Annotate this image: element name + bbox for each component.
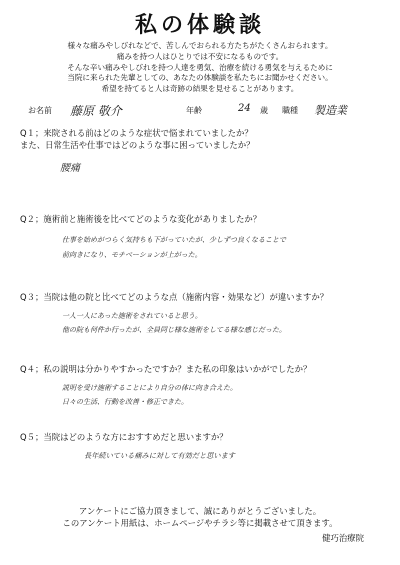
age-label: 年齢 [186,106,202,115]
respondent-info-row [28,105,378,119]
question-2 [20,214,370,226]
age-value: 24 [238,103,251,114]
name-label: お名前 [28,106,52,115]
intro-line: 当院に来られた先輩としての、あなたの体験談を私たちにお聞かせください。 [67,73,333,83]
question-text: また、日常生活や仕事ではどのような事に困っていましたか？ [20,139,255,150]
answer-2-line-2: 前向きになり、モチベーションが上がった。 [62,251,202,259]
question-text: Q４；私の説明は分かりやすかったですか？また私の印象はいかがでしたか？ [20,364,312,374]
question-text: Q５；当院はどのような方におすすめだと思いますか？ [20,432,228,442]
answer-3-line-1: 一人一人にあった施術をされていると思う。 [62,312,202,320]
answer-3-line-2: 他の院も何件か行ったが、全員同じ様な施術をしてる様な感じだった。 [62,326,286,334]
answer-4-line-2: 日々の生活、行動を改善・修正できた。 [62,398,188,406]
page-title: 私の体験談 [134,13,265,38]
intro-text [14,41,386,95]
footer-line: アンケートにご協力頂きまして、誠にありがとうございました。 [78,506,322,516]
age-unit: 歳 [260,106,268,115]
intro-line: そんな辛い痛みやしびれを持つ人達を勇気、治療を続ける勇気を与えるために [67,62,333,72]
footer-text [0,506,400,529]
answer-1: 腰痛 [60,163,80,174]
answer-5: 長年続いている痛みに対して有効だと思います [84,451,235,460]
intro-line: 様々な痛みやしびれなどで、苦しんでおられる方たちがたくさんおられます。 [67,41,333,50]
answer-4-line-1: 説明を受け施術することにより自分の体に向き合えた。 [62,384,237,392]
intro-line: 痛みを持つ人はひとりでは不安になるものです。 [116,51,284,61]
answer-2-line-1: 仕事を始めがつらく気持ちも下がっていたが、少しずつ良くなることで [62,236,286,244]
job-value: 製造業 [314,104,347,117]
question-1 [20,128,370,151]
name-value: 藤原 敬介 [70,104,122,118]
question-3 [20,292,370,304]
question-5 [20,432,370,444]
footer-line: このアンケート用紙は、ホームページやチラシ等に掲載させて頂きます。 [62,517,338,528]
question-text: Q３；当院は他の院と比べてどのような点（施術内容・効果など）が違いますか？ [20,292,329,302]
job-label: 職種 [282,106,298,115]
clinic-name: 健巧治療院 [322,533,364,543]
question-4 [20,364,370,376]
question-text: Q１；来院される前はどのような症状で悩まれていましたか？ [20,128,253,138]
question-text: Q２；施術前と施術後を比べてどのような変化がありましたか？ [20,214,262,224]
intro-line: 希望を持てると人は奇跡の結果を見せることがあります。 [101,84,299,94]
